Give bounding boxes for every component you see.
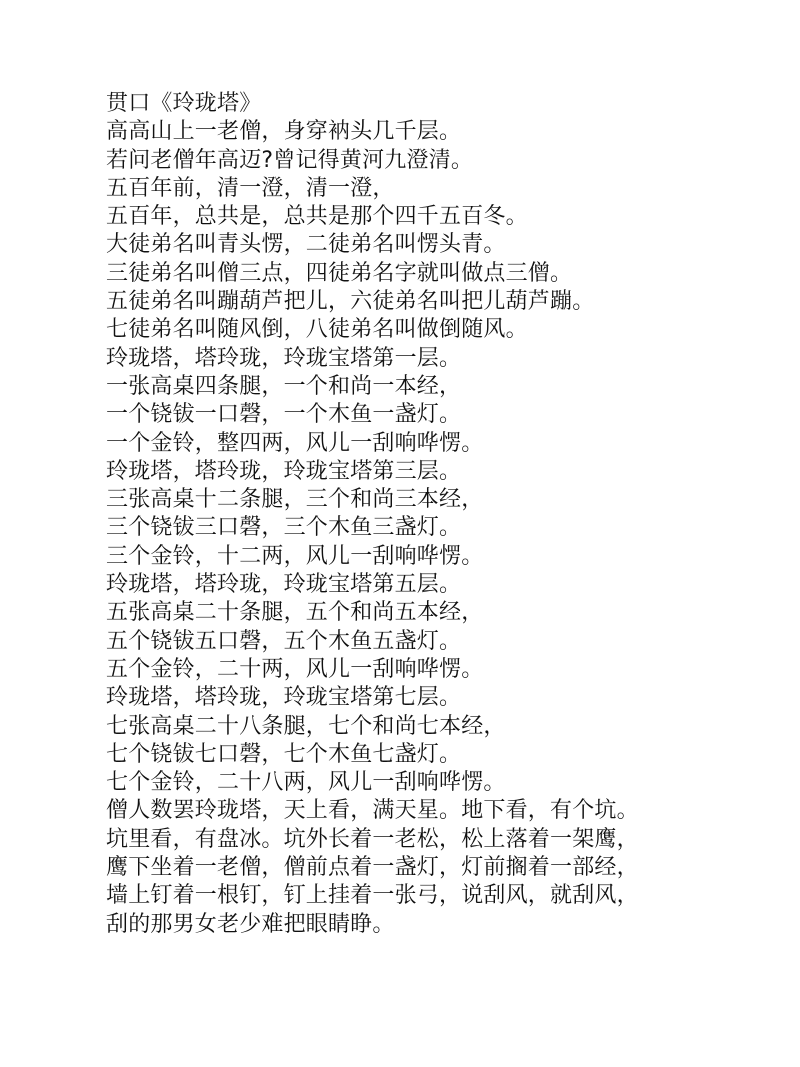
text-line: 七个铙钹七口磬，七个木鱼七盏灯。 xyxy=(106,741,462,767)
text-line: 一张高桌四条腿，一个和尚一本经， xyxy=(106,373,462,399)
text-line: 大徒弟名叫青头愣，二徒弟名叫愣头青。 xyxy=(106,232,506,258)
text-line: 七张高桌二十八条腿，七个和尚七本经， xyxy=(106,713,506,739)
text-line: 五百年前，清一澄，清一澄， xyxy=(106,175,395,201)
text-line: 五个铙钹五口磬，五个木鱼五盏灯。 xyxy=(106,628,462,654)
text-line: 玲珑塔，塔玲珑，玲珑宝塔第五层。 xyxy=(106,572,462,598)
document-title: 贯口《玲珑塔》 xyxy=(106,91,262,116)
document-body xyxy=(106,90,786,939)
text-line: 鹰下坐着一老僧，僧前点着一盏灯，灯前搁着一部经， xyxy=(106,855,639,881)
text-line: 玲珑塔，塔玲珑，玲珑宝塔第七层。 xyxy=(106,685,462,711)
text-line: 五张高桌二十条腿，五个和尚五本经， xyxy=(106,600,484,626)
text-line: 七徒弟名叫随风倒，八徒弟名叫做倒随风。 xyxy=(106,317,528,343)
text-line: 玲珑塔，塔玲珑，玲珑宝塔第三层。 xyxy=(106,458,462,484)
text-line: 若问老僧年高迈?曾记得黄河九澄清。 xyxy=(106,147,474,173)
text-line: 一个金铃，整四两，风儿一刮响哗愣。 xyxy=(106,430,484,456)
text-line: 墙上钉着一根钉，钉上挂着一张弓，说刮风，就刮风， xyxy=(106,883,639,909)
text-line: 五百年，总共是，总共是那个四千五百冬。 xyxy=(106,204,528,230)
text-line: 玲珑塔，塔玲珑，玲珑宝塔第一层。 xyxy=(106,345,462,371)
text-line: 坑里看，有盘冰。坑外长着一老松，松上落着一架鹰， xyxy=(106,826,639,852)
text-line: 刮的那男女老少难把眼睛睁。 xyxy=(106,911,395,937)
text-line: 僧人数罢玲珑塔，天上看，满天星。地下看，有个坑。 xyxy=(106,798,639,824)
text-line: 三张高桌十二条腿，三个和尚三本经， xyxy=(106,487,484,513)
text-line: 七个金铃，二十八两，风儿一刮响哗愣。 xyxy=(106,770,506,796)
text-line: 五个金铃，二十两，风儿一刮响哗愣。 xyxy=(106,656,484,682)
text-line: 三个金铃，十二两，风儿一刮响哗愣。 xyxy=(106,543,484,569)
text-line: 三个铙钹三口磬，三个木鱼三盏灯。 xyxy=(106,515,462,541)
text-line: 一个铙钹一口磬，一个木鱼一盏灯。 xyxy=(106,402,462,428)
text-line: 三徒弟名叫僧三点，四徒弟名字就叫做点三僧。 xyxy=(106,260,573,286)
text-line: 五徒弟名叫蹦葫芦把儿，六徒弟名叫把儿葫芦蹦。 xyxy=(106,289,595,315)
text-line: 高高山上一老僧，身穿衲头几千层。 xyxy=(106,119,462,145)
